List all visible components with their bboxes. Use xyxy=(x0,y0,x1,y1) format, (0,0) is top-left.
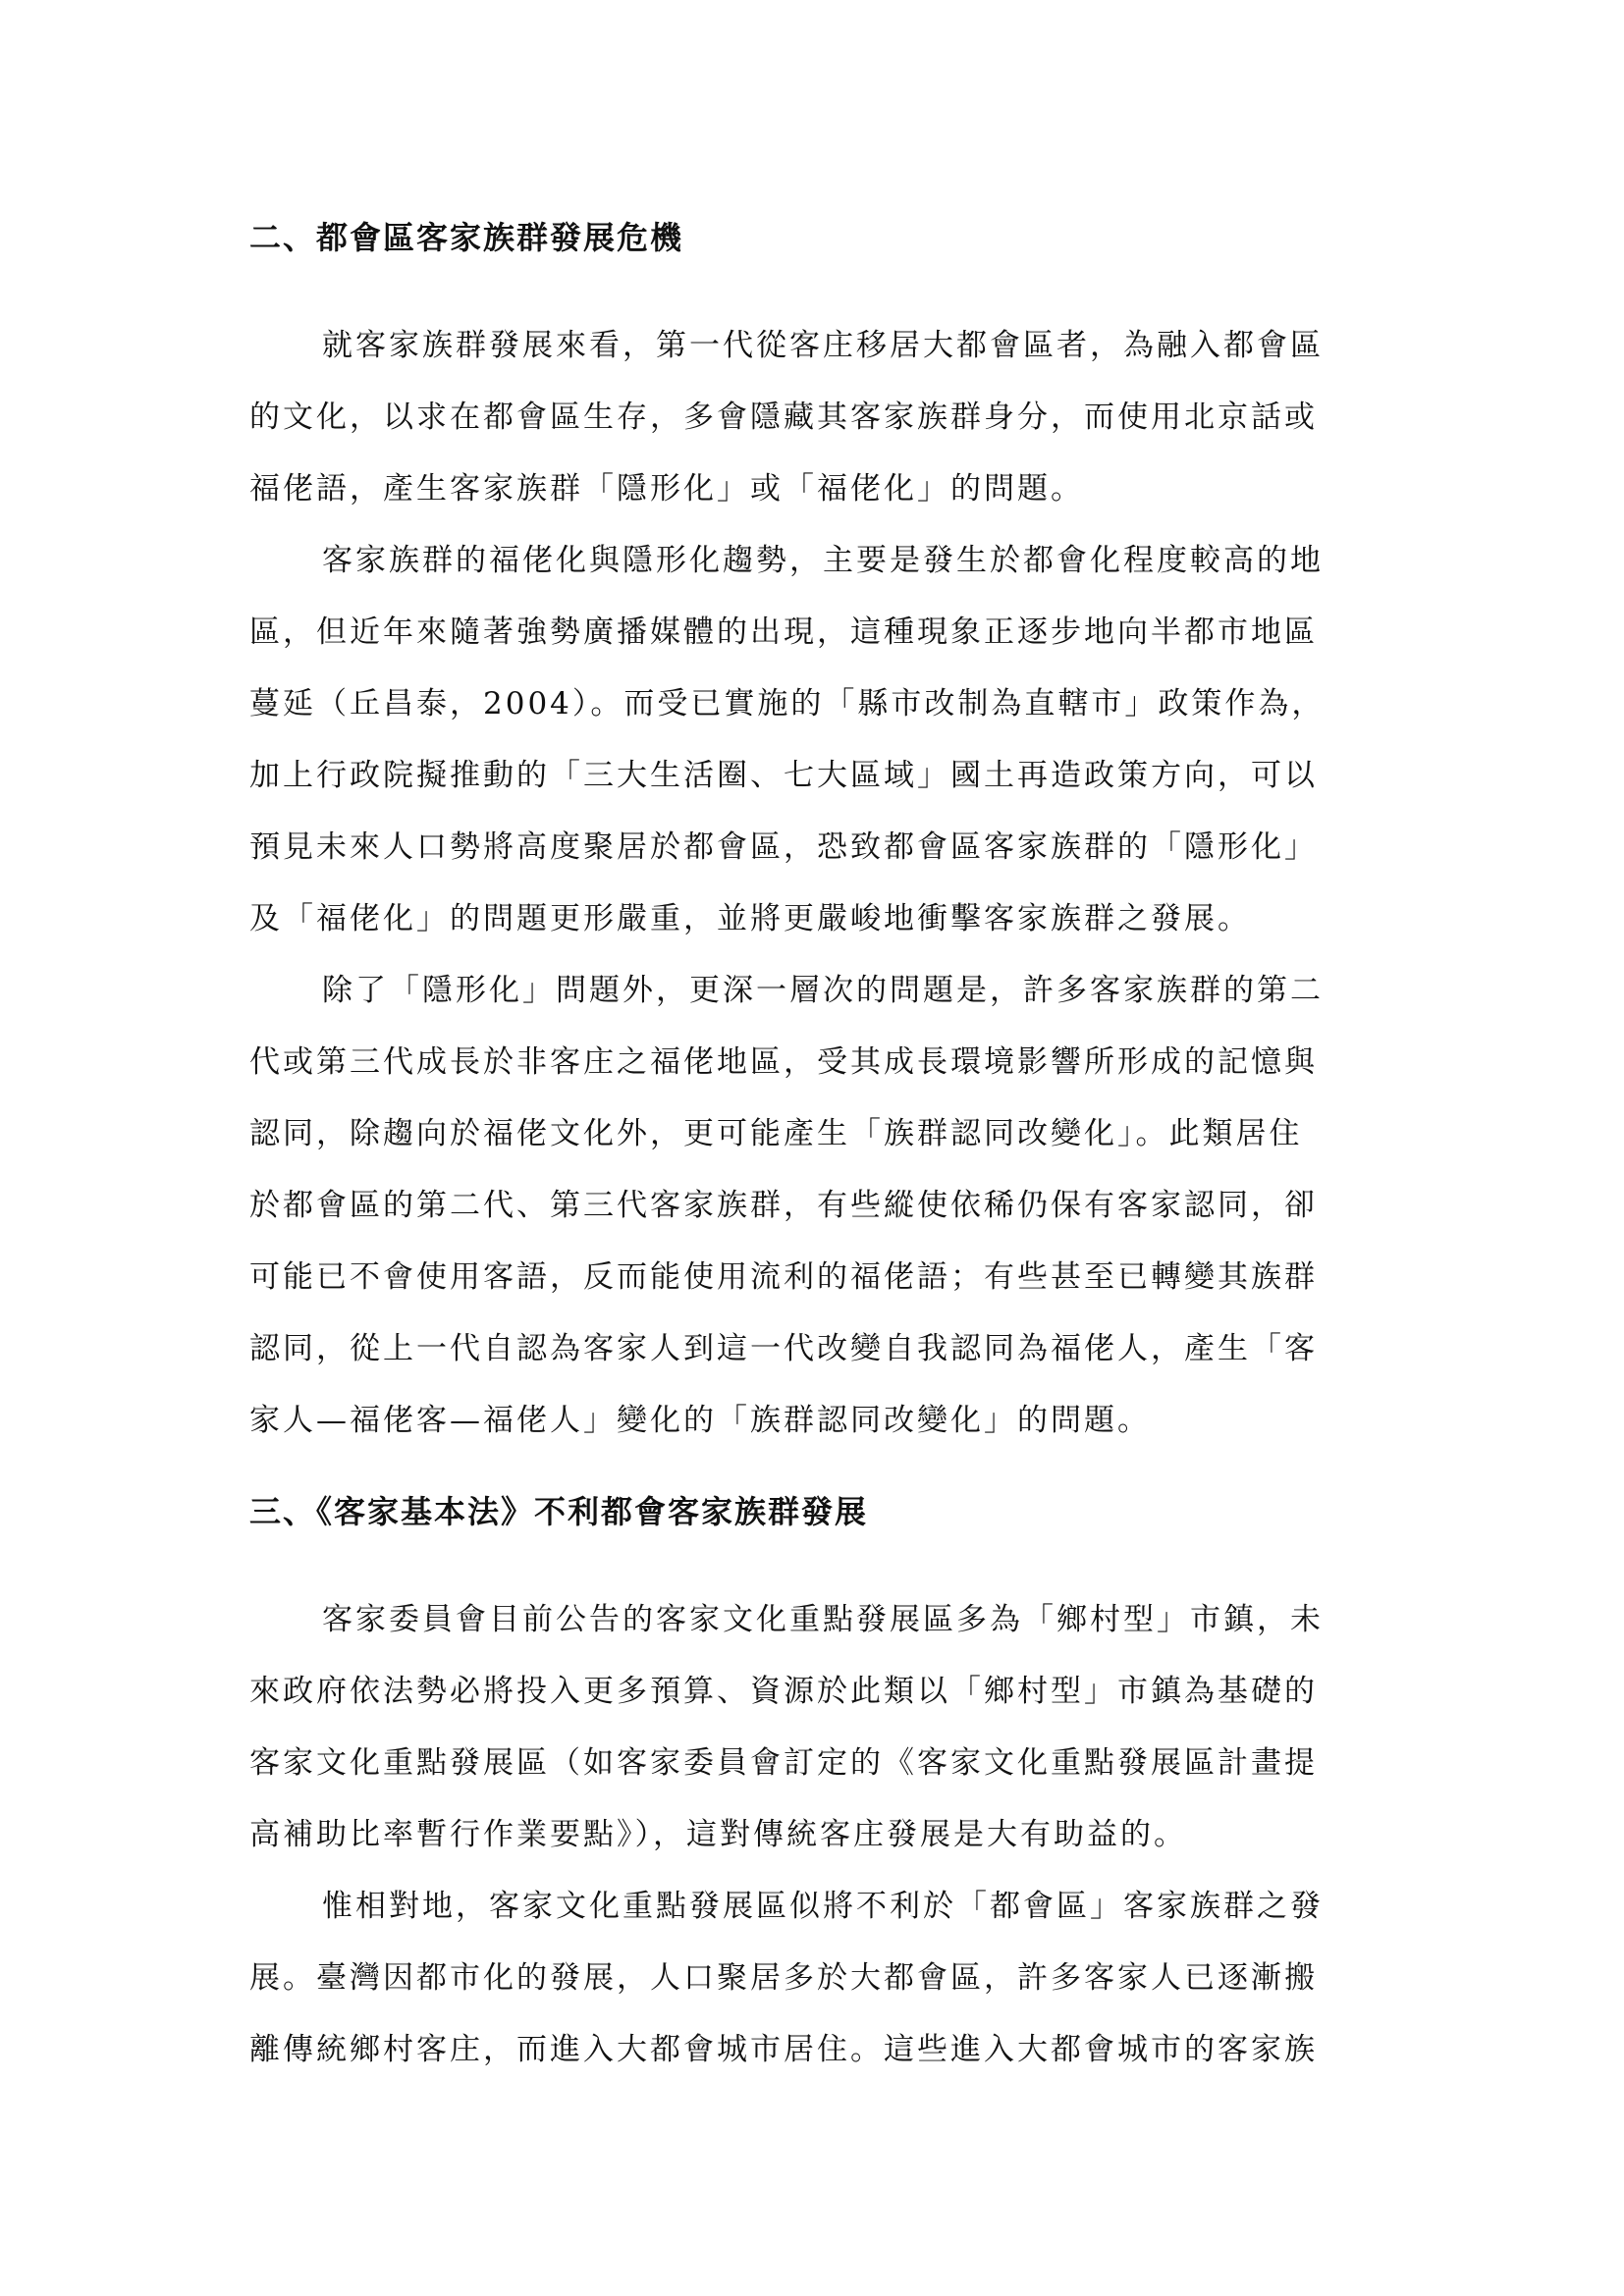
text-line: 離傳統鄉村客庄，而進入大都會城市居住。這些進入大都會城市的客家族 xyxy=(249,2032,1318,2067)
section-3-paragraph-2 xyxy=(249,1871,1386,2086)
text-line: 的文化，以求在都會區生存，多會隱藏其客家族群身分，而使用北京話或 xyxy=(249,400,1318,435)
text-line: 除了「隱形化」問題外，更深一層次的問題是，許多客家族群的第二 xyxy=(322,973,1324,1008)
text-line: 區，但近年來隨著強勢廣播媒體的出現，這種現象正逐步地向半都市地區 xyxy=(249,614,1318,650)
text-line: 客家族群的福佬化與隱形化趨勢，主要是發生於都會化程度較高的地 xyxy=(322,543,1324,578)
text-line: 客家文化重點發展區（如客家委員會訂定的《客家文化重點發展區計畫提 xyxy=(249,1745,1318,1781)
text-line: 代或第三代成長於非客庄之福佬地區，受其成長環境影響所形成的記憶與 xyxy=(249,1044,1318,1080)
text-line: 加上行政院擬推動的「三大生活圈、七大區域」國土再造政策方向，可以 xyxy=(249,758,1318,793)
text-line: 預見未來人口勢將高度聚居於都會區，恐致都會區客家族群的「隱形化」 xyxy=(249,829,1318,865)
section-3-heading: 三、《客家基本法》不利都會客家族群發展 xyxy=(249,1493,869,1530)
text-line: 家人—福佬客—福佬人」變化的「族群認同改變化」的問題。 xyxy=(249,1403,1151,1438)
document-body xyxy=(249,216,1386,2086)
section-2-paragraph-1 xyxy=(249,310,1386,525)
text-line: 認同，除趨向於福佬文化外，更可能產生「族群認同改變化」。此類居住 xyxy=(249,1116,1303,1151)
text-line: 客家委員會目前公告的客家文化重點發展區多為「鄉村型」市鎮，未 xyxy=(322,1602,1324,1637)
section-2-heading: 二、都會區客家族群發展危機 xyxy=(249,219,684,256)
text-line: 蔓延（丘昌泰，2004）。而受已實施的「縣市改制為直轄市」政策作為， xyxy=(249,686,1326,721)
text-line: 認同，從上一代自認為客家人到這一代改變自我認同為福佬人，產生「客 xyxy=(249,1331,1318,1366)
text-line: 來政府依法勢必將投入更多預算、資源於此類以「鄉村型」市鎮為基礎的 xyxy=(249,1674,1318,1709)
text-line: 惟相對地，客家文化重點發展區似將不利於「都會區」客家族群之發 xyxy=(322,1889,1324,1924)
section-3-paragraph-1 xyxy=(249,1584,1386,1871)
section-2-paragraph-3 xyxy=(249,955,1386,1457)
text-line: 高補助比率暫行作業要點》），這對傳統客庄發展是大有助益的。 xyxy=(249,1817,1187,1852)
text-line: 就客家族群發展來看，第一代從客庄移居大都會區者，為融入都會區 xyxy=(322,328,1324,363)
text-line: 於都會區的第二代、第三代客家族群，有些縱使依稀仍保有客家認同，卻 xyxy=(249,1188,1318,1223)
text-line: 及「福佬化」的問題更形嚴重，並將更嚴峻地衝擊客家族群之發展。 xyxy=(249,901,1251,936)
section-2-paragraph-2 xyxy=(249,525,1386,955)
text-line: 展。臺灣因都市化的發展，人口聚居多於大都會區，許多客家人已逐漸搬 xyxy=(249,1960,1318,1996)
text-line: 可能已不會使用客語，反而能使用流利的福佬語；有些甚至已轉變其族群 xyxy=(249,1259,1318,1295)
text-line: 福佬語，產生客家族群「隱形化」或「福佬化」的問題。 xyxy=(249,471,1084,507)
